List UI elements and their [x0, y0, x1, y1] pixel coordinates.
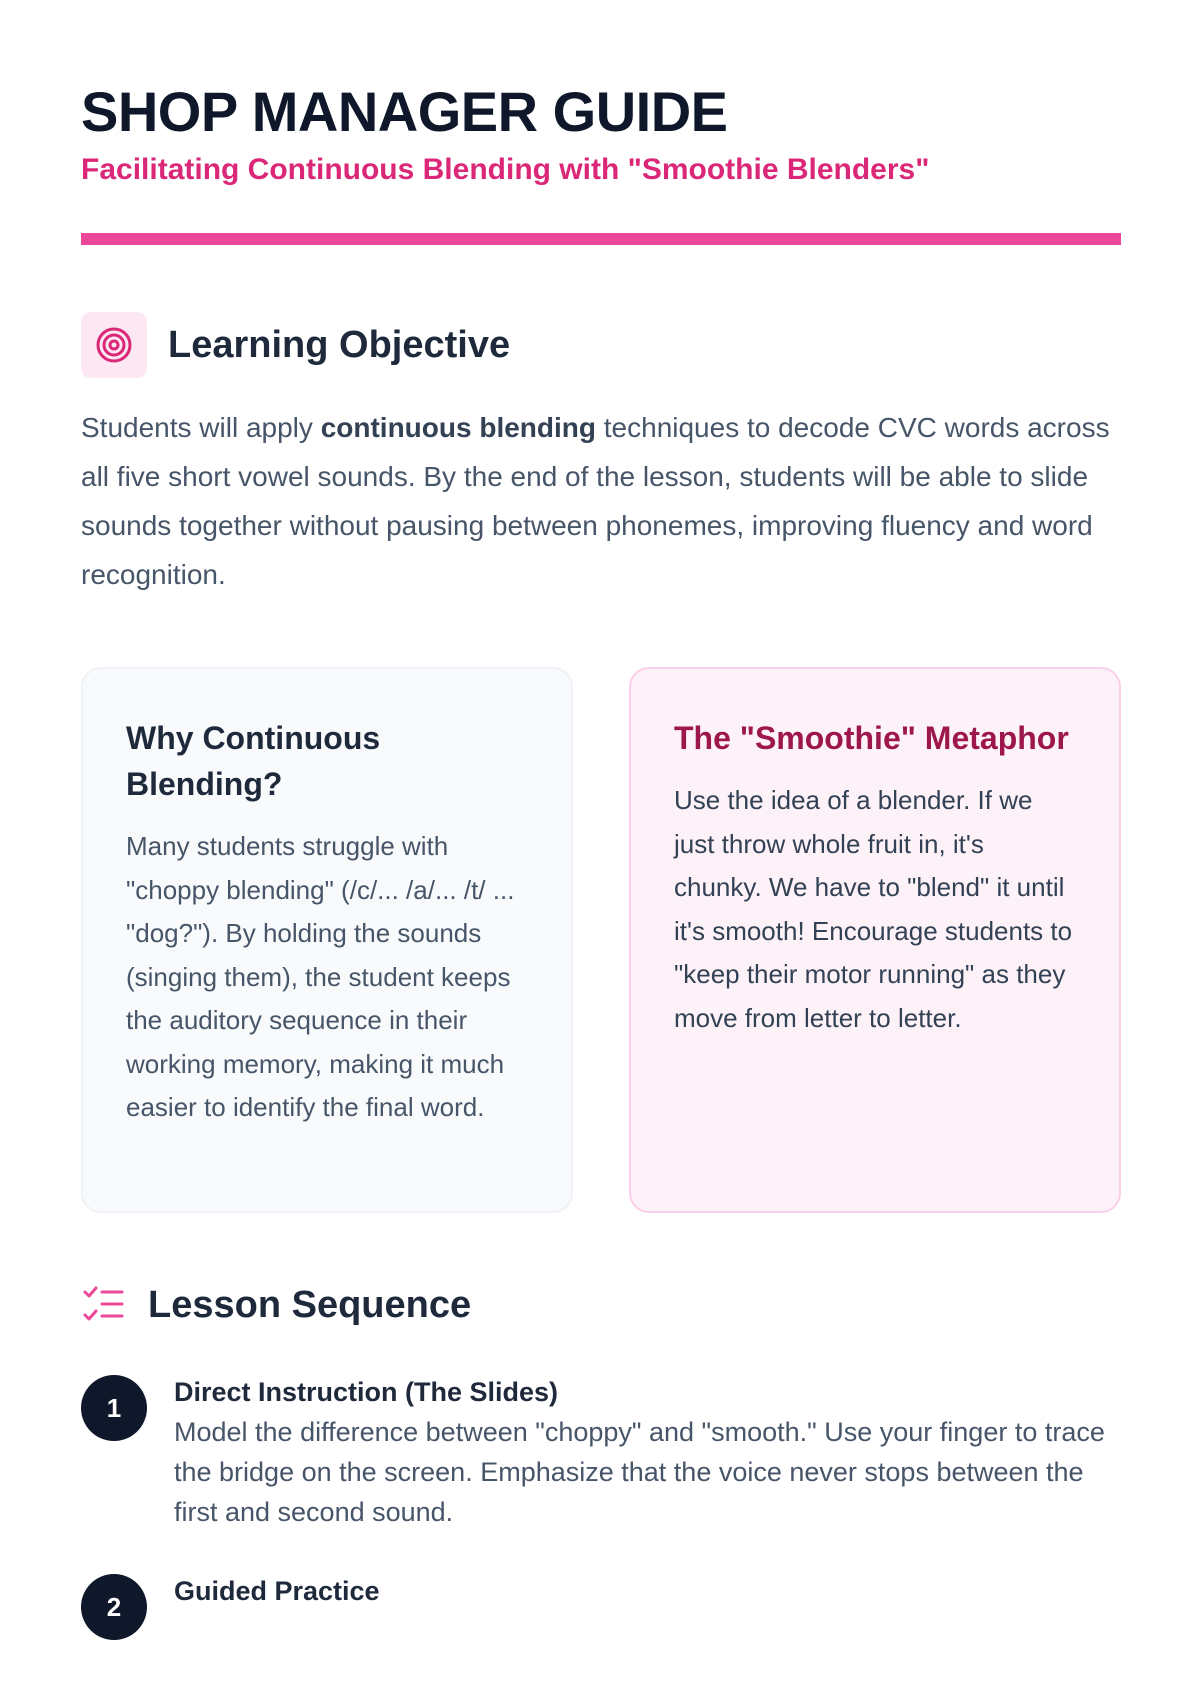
target-icon	[81, 312, 147, 378]
sequence-header	[81, 1282, 1121, 1328]
objective-text-start: Students will apply	[81, 412, 321, 443]
why-blending-title: Why Continuous Blending?	[126, 720, 381, 802]
header-divider	[81, 233, 1121, 245]
guide-page	[81, 80, 1121, 1682]
smoothie-metaphor-title: The "Smoothie" Metaphor	[674, 720, 1069, 756]
objective-header	[81, 312, 1121, 378]
page-subtitle: Facilitating Continuous Blending with "Smoothie Blenders"	[81, 153, 930, 186]
objective-emphasis: continuous blending	[320, 412, 596, 443]
step-number: 1	[81, 1375, 147, 1441]
checklist-icon	[81, 1283, 125, 1327]
sequence-heading: Lesson Sequence	[148, 1284, 472, 1326]
lesson-step	[81, 1375, 1121, 1532]
objective-text-end: techniques to decode CVC words across all five short vowel sounds. By the end of the lesson, students will be able to slide sounds together without pausing between phonemes, improving fluency and word recognition.	[81, 412, 1110, 590]
objective-heading: Learning Objective	[168, 324, 511, 366]
page-title: SHOP MANAGER GUIDE	[81, 80, 728, 143]
objective-text	[81, 403, 1121, 599]
info-cards	[81, 667, 1121, 1213]
smoothie-metaphor-body: Use the idea of a blender. If we just throw whole fruit in, it's chunky. We have to "blend" it until it's smooth! Encourage students to "keep their motor running" as they move from letter to letter.	[674, 785, 1073, 1033]
step-title: Direct Instruction (The Slides)	[174, 1377, 559, 1407]
lesson-step	[81, 1574, 1121, 1640]
step-title: Guided Practice	[174, 1576, 380, 1606]
smoothie-metaphor-card	[629, 667, 1121, 1213]
why-blending-card	[81, 667, 573, 1213]
lesson-steps	[81, 1375, 1121, 1640]
step-number: 2	[81, 1574, 147, 1640]
step-text: Model the difference between "choppy" and "smooth." Use your finger to trace the bridge on the screen. Emphasize that the voice never stops between the first and second sound.	[174, 1417, 1105, 1527]
why-blending-body: Many students struggle with "choppy blending" (/c/... /a/... /t/ ... "dog?"). By holding the sounds (singing them), the student keeps the auditory sequence in their working memory, making it much easier to identify the final word.	[126, 831, 515, 1122]
